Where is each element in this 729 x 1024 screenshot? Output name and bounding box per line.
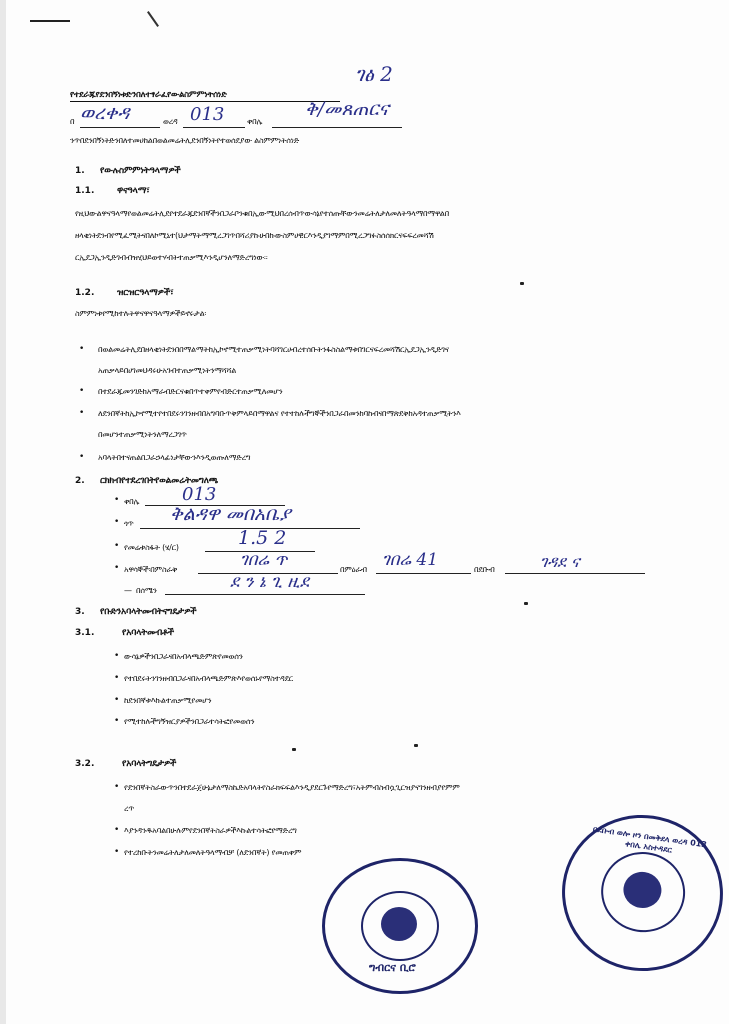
subsection-title: የአባላትግዴታዎች — [122, 759, 177, 769]
bullet: • — [114, 695, 120, 705]
bullet: • — [114, 716, 120, 726]
paragraph-line: ስምምነቱየሚከተሉትዋናዋናዓላማዎችይኖሩታል፡ — [75, 309, 207, 318]
paragraph-line: ርኢደጋኢንዲድገብብዝሂህይወተሃብትተጠቃሚእንዲሆንለማድረግነው። — [75, 253, 268, 262]
subsection-number: 1.1. — [75, 186, 95, 196]
bullet: • — [79, 408, 85, 418]
section-title: የቡድንአባላትመብትናግዴታዎች — [100, 607, 197, 617]
list-item: በመሆንተጠቃሚነትንለማረጋገጥ — [98, 430, 187, 439]
field-value-handwritten: 013 — [182, 484, 217, 505]
bullet: • — [114, 517, 120, 527]
margin-mark — [147, 11, 159, 27]
subsection-title: ዋናዓላማ፣ — [117, 186, 150, 196]
list-item: ከደንበኛቱእኩልተጠቃሚየመሆን — [124, 696, 212, 705]
paragraph-line: የዚህውልዋናዓላማየወልመሬትሊደየተደራጁደንበኛችንበጋራቦንቁበኢውሚህበረሰብጥውሳኔየተሰጡቸውንመሬትለታለመለትዓላማበማዋልበ — [75, 209, 449, 218]
margin-mark — [30, 20, 70, 22]
bullet: • — [114, 563, 120, 573]
list-item: የተረከቡትንመሬትለታለመለትዓላማብቻ (ለደንበኛት) የመጠቀም — [124, 848, 302, 857]
bullet: • — [114, 495, 120, 505]
list-item: አባላትበተናጠልበጋራኃላፊነታቸውንእንዲወጡለማድረግ — [98, 453, 251, 462]
list-item: የሚተከሉችግኝዝርያዎችንበጋራተሳትፎየመወሰን — [124, 717, 255, 726]
list-item: የደንበኛትስራውጥንበተደራጀሁኔታለማስኬድአባላትየስራክፍፍልእንዲያደርጉየማድረግ፣አትምብስብሷጊርዝያናገንዘብያየምም — [124, 783, 460, 792]
woreda-handwritten: 013 — [190, 104, 225, 125]
field-label: አዋሳኞች፡በምስራቅ — [124, 565, 178, 574]
section-title: ርክክብየተደረገበትየወልመሬትመግለጫ — [100, 476, 218, 486]
field-value-handwritten: ገበሬ 41 — [382, 550, 439, 570]
stamp-text: በደቡብ ወሎ ዞን በመቅደላ ወረዳ 013 ቀበሌ አስተዳደር — [592, 824, 708, 855]
subsection-number: 1.2. — [75, 288, 95, 298]
official-stamp-right — [552, 805, 729, 982]
subsection-number: 3.2. — [75, 759, 95, 769]
emblem-icon — [381, 907, 417, 941]
bullet: • — [114, 651, 120, 661]
fill-line — [165, 594, 365, 595]
page-edge — [0, 0, 6, 1024]
speck — [292, 748, 296, 751]
stamp-text: ግብርና ቢሮ — [369, 961, 416, 974]
woreda-label: ወረዳ — [163, 117, 178, 126]
fill-line — [80, 127, 160, 128]
field-label: የመሬቱስፋት (ሄ/ር) — [124, 543, 179, 552]
subsection-title: የአባላትመብቶች — [122, 628, 174, 638]
fill-line — [376, 573, 471, 574]
section-number: 3. — [75, 607, 85, 617]
kebele-label: ቀበሌ — [247, 117, 263, 126]
list-item: በተደራጁመንገድከአማራብድርናቁበጥተቀምየብድርተጠቃሚለመሆን — [98, 387, 283, 396]
document-subtitle: ንጥበደንበኝነትድንበለተመሀከልበወልመሬትሊደንበኝነትየተወሰደያው ልስምምነትሰነድ — [70, 136, 300, 145]
list-item: የተበደሩትንገንዘብበጋራናበአብላጫድምጽእየወሰኑየማስተዳደር — [124, 674, 293, 683]
speck — [524, 602, 528, 605]
speck — [414, 744, 418, 747]
field-label: ጎጥ — [124, 519, 134, 528]
list-item: እያንዳንዱአባልበሁሉምየደንበኛትስራዎችእኩልተሳትፎየማድረግ — [124, 826, 297, 835]
bullet: • — [114, 782, 120, 792]
bullet: • — [114, 673, 120, 683]
kebele-handwritten: ቅ/መጸጠርና — [305, 98, 389, 120]
field-label: በደቡብ — [474, 565, 495, 574]
field-value-handwritten: ቅልዳዋ መበአቤያ — [170, 503, 291, 525]
section-title: የውሉስምምነትዓላማዎች — [100, 166, 181, 176]
field-value-handwritten: 1.5 2 — [238, 527, 287, 549]
list-item: አጠቃላይበሀገመህዳሩሁአገብተጠቃሚነትንማሻሻል — [98, 366, 237, 375]
field-label: በምዕራብ — [340, 565, 367, 574]
section-number: 1. — [75, 166, 85, 176]
bullet: • — [114, 825, 120, 835]
fill-line — [272, 127, 402, 128]
field-label: ቀበሌ — [124, 497, 140, 506]
party-name-handwritten: ወረቀዳ — [80, 102, 130, 124]
field-label: በሰሜን — [136, 586, 157, 595]
paragraph-line: ዘላቂነትደንብየሚፈሚትናበለኮሚኒተ(ህታማትማሚረጋገጥበሻሪያኩሁበኩውስምሀዊርእንዲያገማምበሚረጋግፉስሰሰክርናፍፍረመሻሽ — [75, 231, 434, 240]
fill-line — [505, 573, 645, 574]
subsection-number: 3.1. — [75, 628, 95, 638]
bullet: • — [114, 541, 120, 551]
list-item: ውሳኔዎችንበጋራናበአብላጫድምጽየመወሰን — [124, 652, 243, 661]
field-label: — — [124, 586, 132, 595]
field-value-handwritten: ገዳደ ና — [540, 552, 580, 571]
page-number-annotation: ገፅ 2 — [355, 62, 393, 86]
list-item: ለደንበኛትከኢኮኖሚተየተበደሩንገንዘብበአግባቡጥቅምላይበማዋልና የተተከሉችግኞችንበጋራበመንከባከብናበማጽደቅከአዳተጠቃሚትንእ — [98, 409, 461, 418]
fill-line — [183, 127, 245, 128]
list-item: ረጥ — [124, 804, 135, 813]
bullet: • — [79, 386, 85, 396]
speck — [520, 282, 524, 285]
field-value-handwritten: ደ ን ኔ ጊ ዚደ — [230, 572, 309, 592]
bullet: • — [79, 452, 85, 462]
field-value-handwritten: ገበሬ ጥ — [240, 550, 288, 570]
document-title: የተደራጁየደንበኝነቱድንበለተፃራፈየውልስምምነትሰነድ — [70, 90, 227, 100]
subsection-title: ዝርዝርዓላማዎች፣ — [117, 288, 174, 298]
party-prefix: በ — [70, 117, 75, 126]
official-stamp-left — [322, 858, 478, 994]
section-number: 2. — [75, 476, 85, 486]
list-item: በወልመሬትሊደበዘላቂነትደንበበማልማትከኢኮኖሚተጠቃሚነትባሻገርሀብረተሰቡትንፋስስልማቱበገርናፍረመሻሽርኢደጋኢንዲድገና — [98, 345, 449, 354]
bullet: • — [79, 344, 85, 354]
bullet: • — [114, 847, 120, 857]
